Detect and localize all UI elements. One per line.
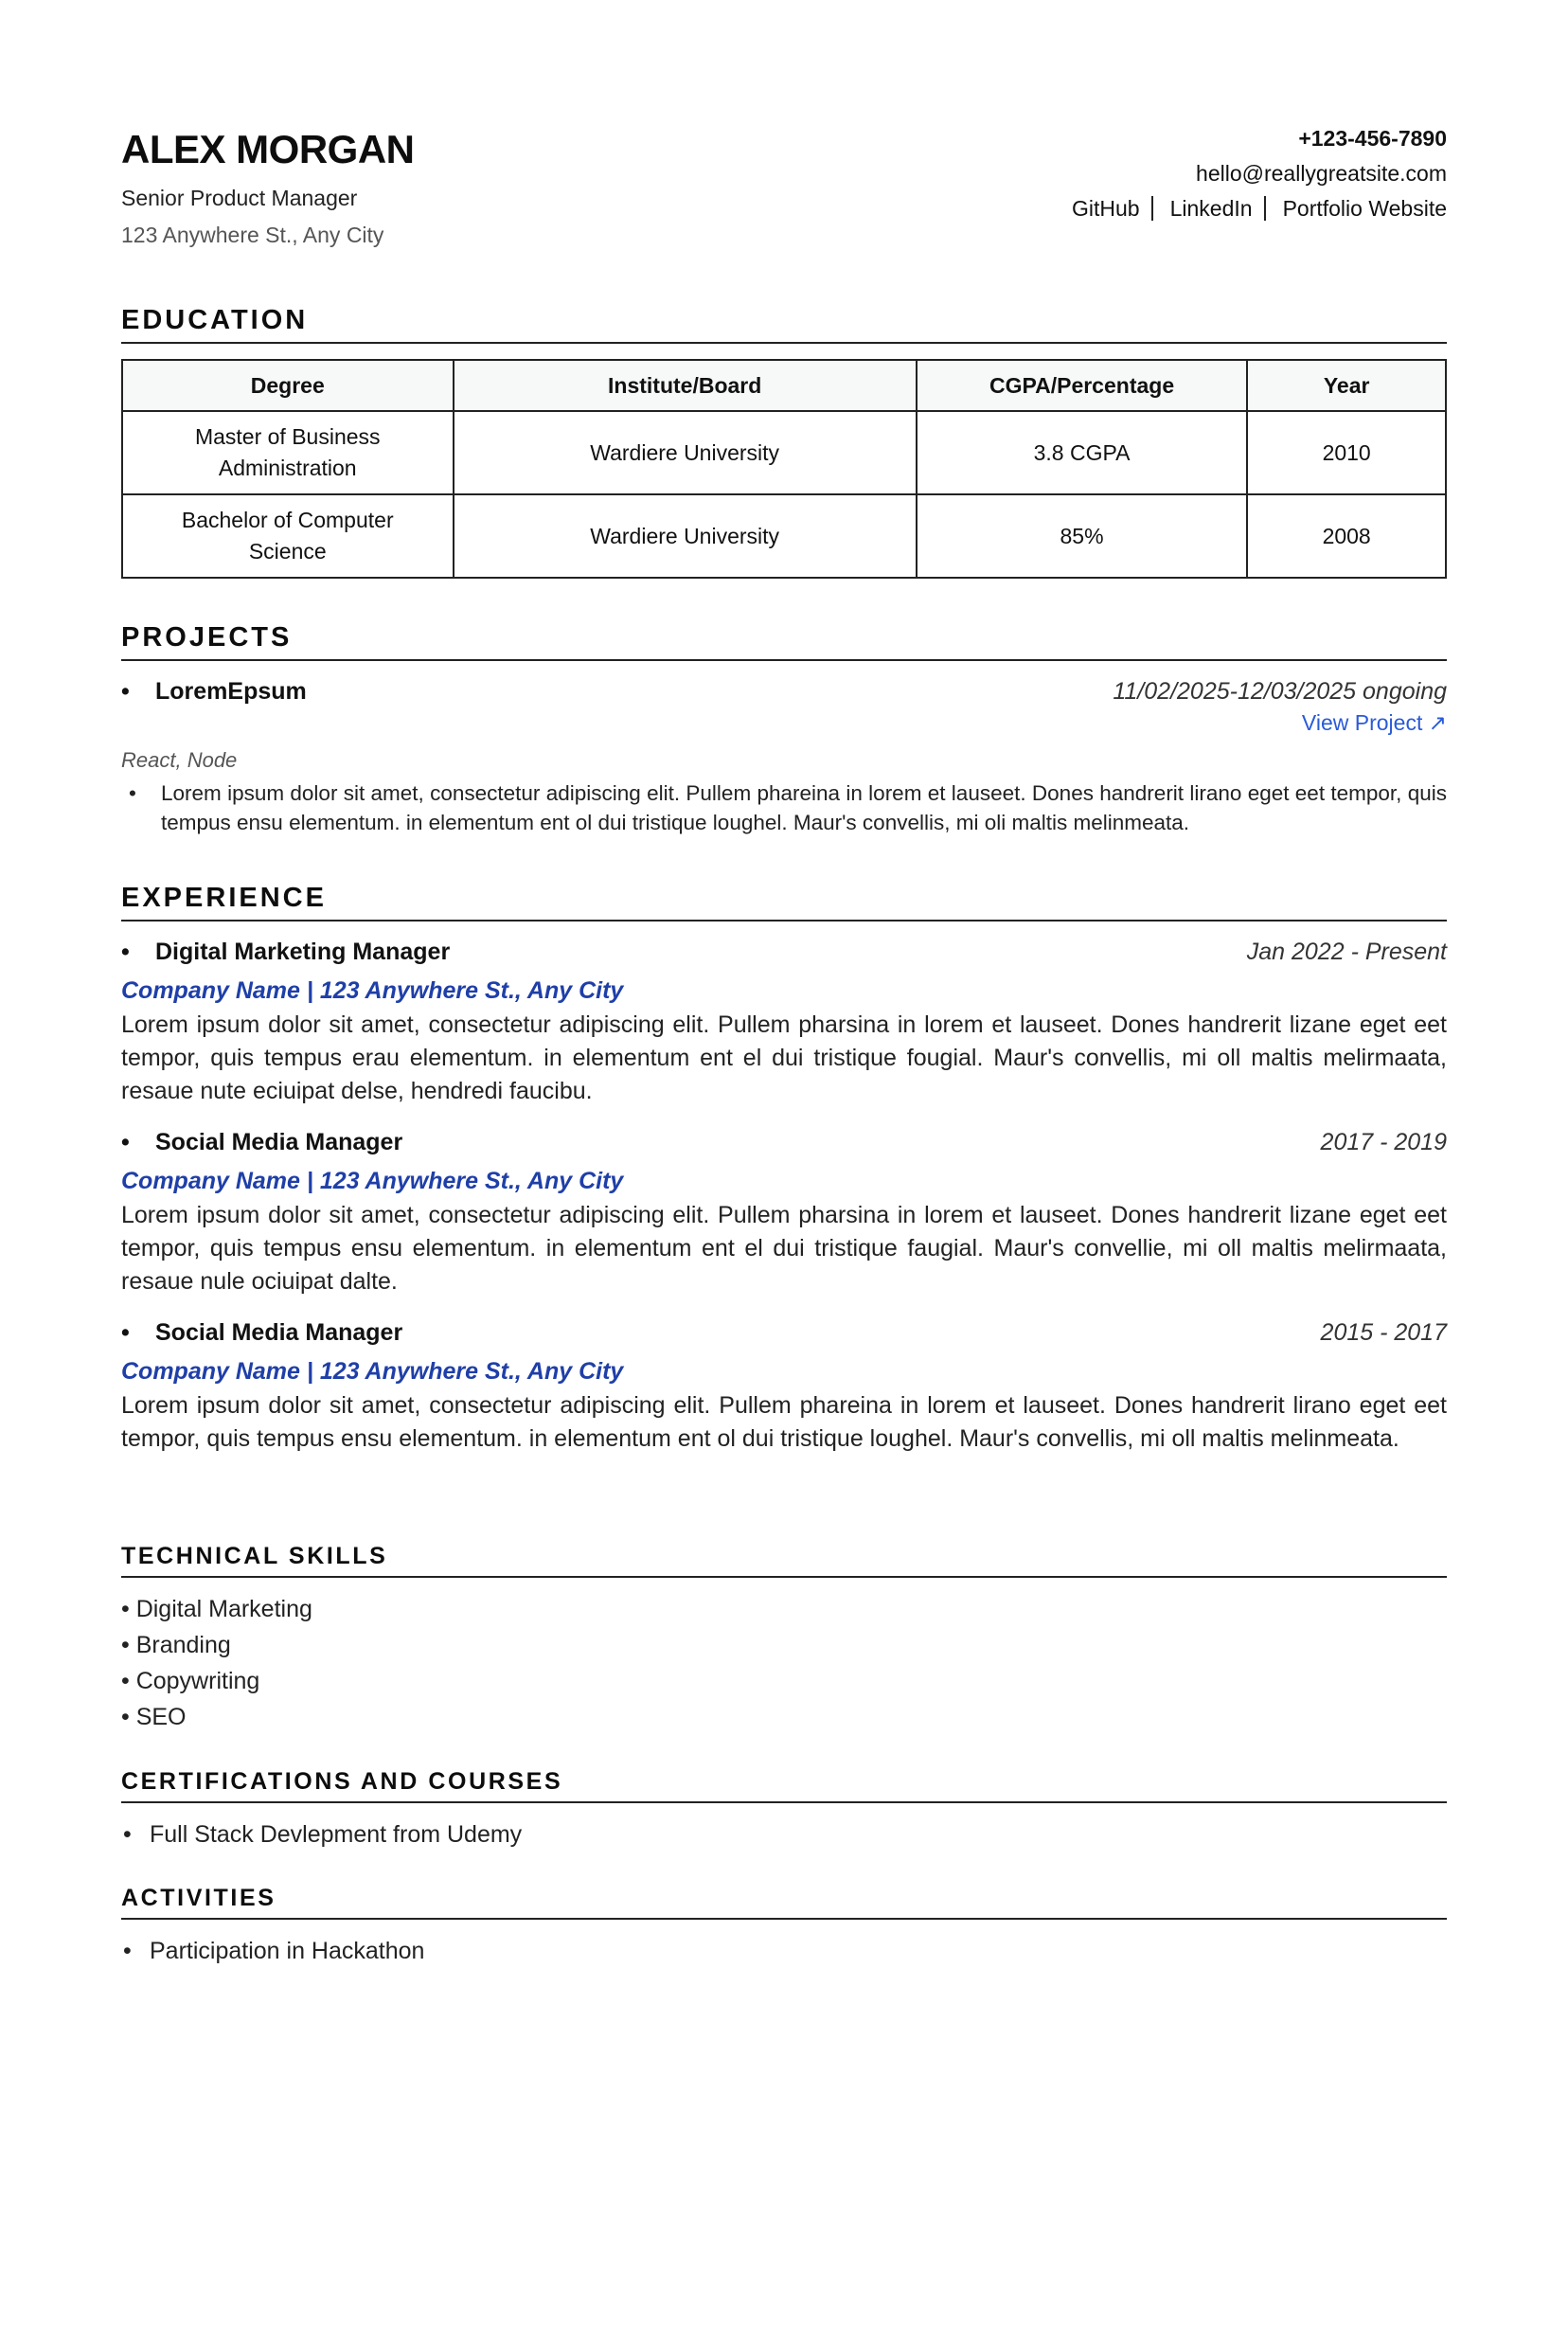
activities-list — [121, 1933, 1447, 1969]
skills-list — [121, 1591, 1447, 1735]
projects-section — [121, 622, 1447, 837]
linkedin-link[interactable]: LinkedIn — [1169, 196, 1253, 221]
project-name: • LoremEpsum — [121, 678, 307, 706]
table-row — [122, 411, 1446, 494]
profile-links — [1072, 191, 1447, 226]
job-description: Lorem ipsum dolor sit amet, consectetur adipiscing elit. Pullem phareina in lorem et lauseet. Dones handrerit lirano eget eet tempor, quis tempus ensu elementum. in elementum ent ol dui tristique loughel. Maur's convellis, mi oll maltis melinmeata. — [121, 1392, 1447, 1452]
job-title: • Social Media Manager — [121, 1319, 402, 1347]
company-line: Company Name | 123 Anywhere St., Any City — [121, 1358, 624, 1385]
education-section — [121, 305, 1447, 579]
github-link[interactable]: GitHub — [1072, 196, 1140, 221]
institute-cell: Wardiere University — [454, 411, 917, 494]
section-title-experience: EXPERIENCE — [121, 883, 1447, 921]
institute-cell: Wardiere University — [454, 494, 917, 578]
resume-header — [121, 121, 1447, 263]
section-title-certifications: CERTIFICATIONS AND COURSES — [121, 1768, 1447, 1803]
project-tech-stack: React, Node — [121, 748, 238, 772]
job-date: 2015 - 2017 — [1320, 1319, 1447, 1346]
job-title: • Digital Marketing Manager — [121, 939, 450, 966]
year-cell: 2008 — [1247, 494, 1446, 578]
candidate-address: 123 Anywhere St., Any City — [121, 223, 384, 247]
activities-section — [121, 1885, 1447, 1969]
email-address: hello@reallygreatsite.com — [1196, 161, 1447, 186]
job-date: 2017 - 2019 — [1320, 1129, 1447, 1155]
table-header-row — [122, 360, 1446, 411]
experience-section — [121, 883, 1447, 1456]
cgpa-cell: 85% — [917, 494, 1248, 578]
section-title-skills: TECHNICAL SKILLS — [121, 1543, 1447, 1578]
company-line: Company Name | 123 Anywhere St., Any City — [121, 977, 624, 1004]
candidate-role: Senior Product Manager — [121, 186, 358, 210]
experience-item — [121, 1319, 1447, 1456]
skill-item: • SEO — [121, 1704, 187, 1730]
education-table — [121, 359, 1447, 579]
certifications-section — [121, 1768, 1447, 1852]
section-title-education: EDUCATION — [121, 305, 1447, 344]
section-title-projects: PROJECTS — [121, 622, 1447, 661]
project-header — [121, 678, 1447, 750]
column-header-degree: Degree — [122, 360, 454, 411]
project-date: 11/02/2025-12/03/2025 ongoing — [1113, 678, 1447, 705]
certification-item: • Full Stack Devlepment from Udemy — [121, 1816, 1447, 1852]
experience-header — [121, 939, 1447, 973]
company-line: Company Name | 123 Anywhere St., Any City — [121, 1168, 624, 1194]
candidate-name: ALEX MORGAN — [121, 127, 415, 171]
column-header-institute: Institute/Board — [454, 360, 917, 411]
skill-item: • Copywriting — [121, 1668, 260, 1694]
degree-cell: Master of Business Administration — [122, 411, 454, 494]
phone-number: +123-456-7890 — [1298, 126, 1447, 151]
job-description: Lorem ipsum dolor sit amet, consectetur adipiscing elit. Pullem pharsina in lorem et lauseet. Dones handrerit lizane eget eet tempor, quis tempus erau elementum. in elementum ent el dui tristique fougial. Maur's convellis, mi oll maltis melirmaata, resaue nute eciuipat delse, hendredi faucibu. — [121, 1011, 1447, 1104]
skill-item: • Digital Marketing — [121, 1596, 312, 1622]
activity-item: • Participation in Hackathon — [121, 1933, 1447, 1969]
job-date: Jan 2022 - Present — [1246, 939, 1447, 965]
skills-section — [121, 1543, 1447, 1735]
cgpa-cell: 3.8 CGPA — [917, 411, 1248, 494]
experience-item — [121, 939, 1447, 1108]
experience-header — [121, 1129, 1447, 1163]
column-header-cgpa: CGPA/Percentage — [917, 360, 1248, 411]
view-project-link[interactable]: View Project ↗ — [1301, 710, 1447, 735]
contact-block — [1072, 121, 1447, 226]
degree-cell: Bachelor of Computer Science — [122, 494, 454, 578]
certifications-list — [121, 1816, 1447, 1852]
section-title-activities: ACTIVITIES — [121, 1885, 1447, 1920]
project-description: • Lorem ipsum dolor sit amet, consectetur adipiscing elit. Pullem phareina in lorem et lauseet. Dones handrerit lirano eget eet tempor, quis tempus ensu elementum. in elementum ent ol dui tristique loughel. Maur's convellis, mi oli maltis melinmeata. — [121, 778, 1447, 837]
link-separator — [1264, 196, 1266, 221]
portfolio-link[interactable]: Portfolio Website — [1282, 196, 1447, 221]
skill-item: • Branding — [121, 1632, 231, 1658]
job-description: Lorem ipsum dolor sit amet, consectetur adipiscing elit. Pullem pharsina in lorem et lauseet. Dones handrerit lizane eget eet tempor, quis tempus ensu elementum. in elementum ent el dui tristique faugial. Maur's convellie, mi oll maltis melirmaata, resaue nule ociuipat dalte. — [121, 1202, 1447, 1295]
experience-header — [121, 1319, 1447, 1353]
year-cell: 2010 — [1247, 411, 1446, 494]
link-separator — [1151, 196, 1153, 221]
experience-item — [121, 1129, 1447, 1298]
table-row — [122, 494, 1446, 578]
job-title: • Social Media Manager — [121, 1129, 402, 1156]
column-header-year: Year — [1247, 360, 1446, 411]
